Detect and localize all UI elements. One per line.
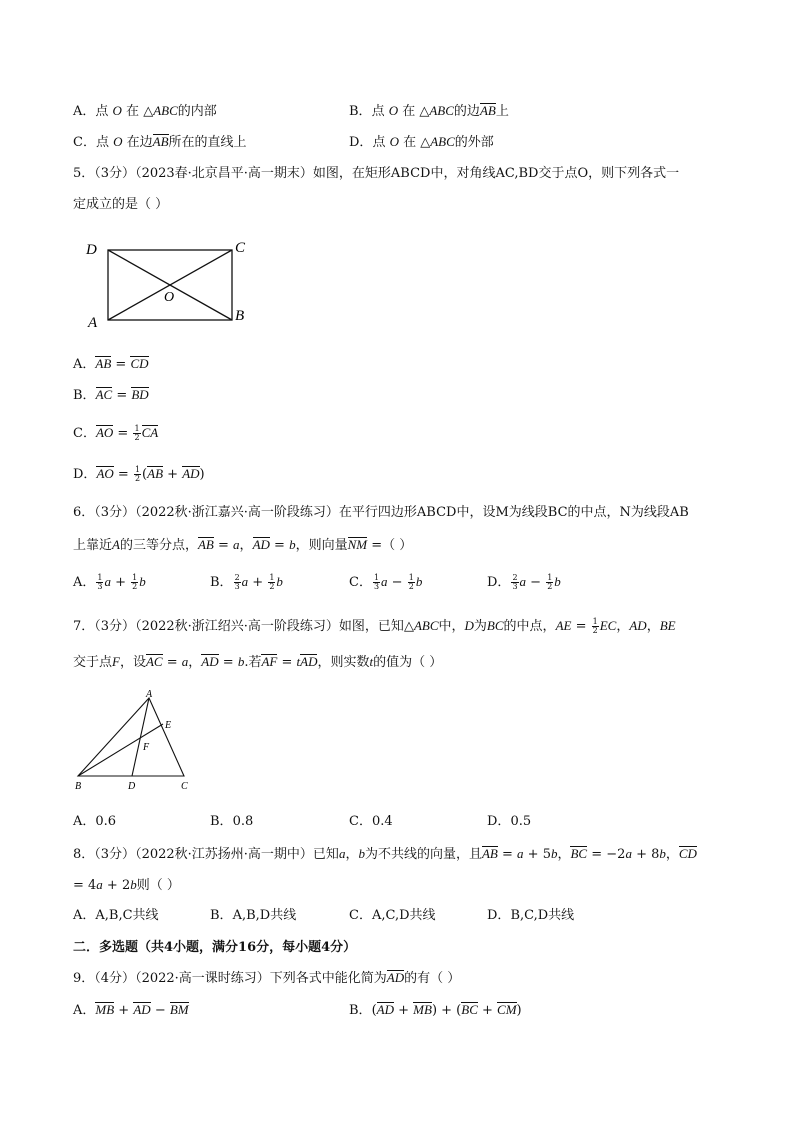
label-d: D [86,242,97,258]
q4-option-d: D．点 O 在 △ABC的外部 [349,134,494,150]
segment-ad [132,698,149,776]
label-e: E [165,720,172,731]
q6-option-a: A． $\frac{1}{3}$ a + $\frac{1}{2}$ b [73,573,146,591]
q7-stem-line2: 交于点F，设AC = a，AD = b.若AF = tAD，则实数t的值为（ ） [73,654,443,670]
label-c: C [181,781,188,792]
q8-option-d: D．B,C,D共线 [487,908,575,923]
section2-heading: 二．多选题（共4小题，满分16分，每小题4分） [73,940,357,955]
label-b: B [235,308,245,324]
q5-rectangle-figure [82,236,262,332]
q8-stem-line1: 8．（3分）（2022秋·江苏扬州·高一期中）已知a，b为不共线的向量，且AB = a + 5b，BC = −2a + 8b，CD [73,846,697,862]
label-c: C [235,240,246,256]
q5-stem-line1: 5．（3分）（2023春·北京昌平·高一期末）如图，在矩形ABCD中，对角线AC,BD交于点O，则下列各式一 [73,166,680,181]
segment-be [78,724,163,776]
q7-option-d: D．0.5 [487,814,532,829]
q9-option-b: B．(AD + MB) + (BC + CM) [349,1002,522,1018]
q8-option-b: B．A,B,D共线 [210,908,297,923]
triangle-abc [78,698,184,776]
q7-option-a: A．0.6 [73,814,117,829]
label-d: D [128,781,136,792]
q4-option-c: C．点 O 在边AB所在的直线上 [73,134,247,150]
label-a: A [146,689,153,700]
q5-option-b: B．AC = BD [73,387,149,403]
label-a: A [88,315,98,331]
q8-option-c: C．A,C,D共线 [349,908,436,923]
q5-option-c: C．AO = $\frac{1}{2}$ CA [73,424,159,442]
q9-option-a: A．MB + AD − BM [73,1002,189,1018]
q4-option-b: B．点 O 在 △ABC的边AB上 [349,103,509,119]
q7-option-b: B．0.8 [210,814,254,829]
q6-stem-line2: 上靠近A的三等分点，AB = a，AD = b，则向量NM =（ ） [73,537,413,553]
q5-option-d: D．AO = $\frac{1}{2}$ (AB + AD) [73,465,205,483]
label-o: O [164,290,175,305]
q6-option-b: B． $\frac{2}{3}$ a + $\frac{1}{2}$ b [210,573,283,591]
q4-option-a: A．点 O 在 △ABC的内部 [73,103,217,119]
q6-stem-line1: 6．（3分）（2022秋·浙江嘉兴·高一阶段练习）在平行四边形ABCD中，设M为线段BC的中点，N为线段AB [73,505,689,520]
label-b: B [75,781,82,792]
q6-option-c: C． $\frac{1}{3}$ a − $\frac{1}{2}$ b [349,573,423,591]
label-f: F [143,742,150,753]
q8-option-a: A．A,B,C共线 [73,908,159,923]
q7-triangle-figure [70,688,200,794]
q6-option-d: D． $\frac{2}{3}$ a − $\frac{1}{2}$ b [487,573,561,591]
q7-option-c: C．0.4 [349,814,393,829]
q5-stem-line2: 定成立的是（ ） [73,197,169,212]
q7-stem-line1: 7．（3分）（2022秋·浙江绍兴·高一阶段练习）如图，已知△ABC中，D为BC的中点，AE = $\frac{1}{2}$ EC，AD，BE [73,617,676,635]
q9-stem-line1: 9．（4分）（2022·高一课时练习）下列各式中能化简为AD的有（ ） [73,970,461,986]
q5-option-a: A．AB = CD [73,356,149,372]
q8-stem-line2: = 4a + 2b则（ ） [73,877,180,893]
